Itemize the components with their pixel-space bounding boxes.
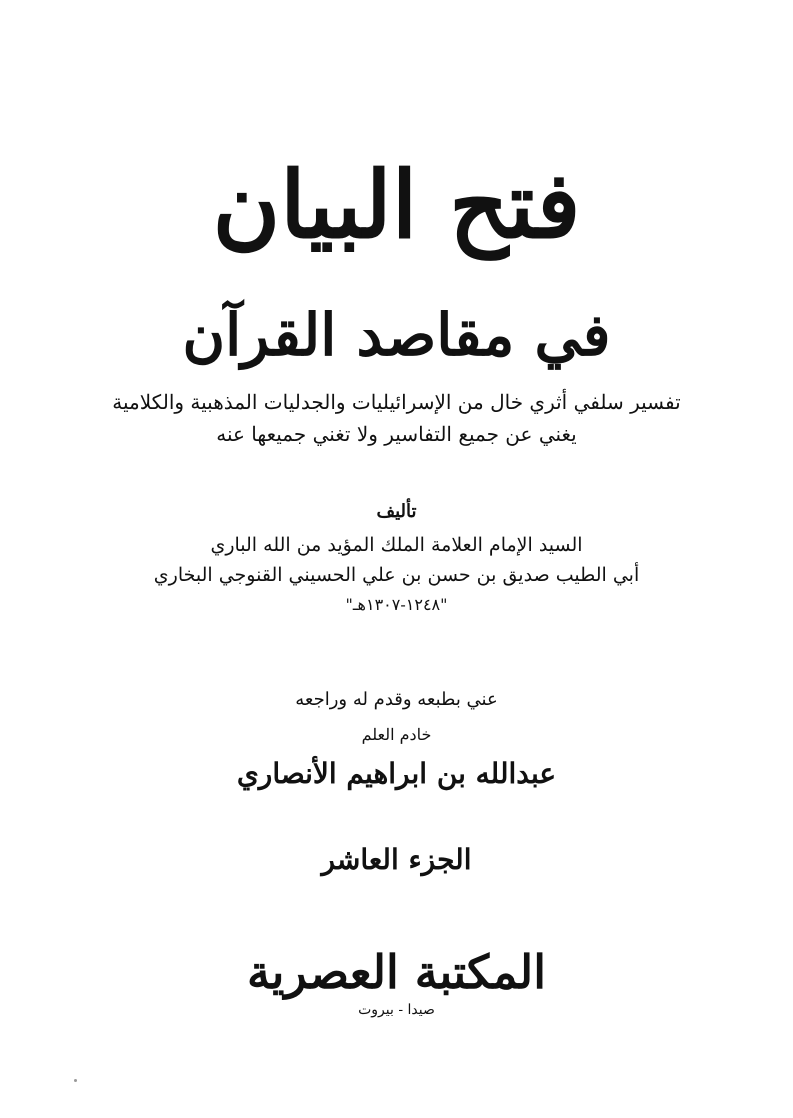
author-dates: "١٢٤٨-١٣٠٧هـ" xyxy=(345,595,448,614)
editor-intro: عني بطبعه وقدم له وراجعه xyxy=(295,689,498,710)
publisher-name: المكتبة العصرية xyxy=(247,945,546,999)
editor-name: عبدالله بن ابراهيم الأنصاري xyxy=(236,757,557,790)
author-line-2: أبي الطيب صديق بن حسن بن علي الحسيني القنوجي البخاري xyxy=(153,564,640,586)
description-line-2: يغني عن جميع التفاسير ولا تغني جميعها عنه xyxy=(216,422,577,446)
author-line-1: السيد الإمام العلامة الملك المؤيد من الله الباري xyxy=(210,534,583,556)
book-title: فتح البيان xyxy=(212,151,581,259)
publisher-city: صيدا - بيروت xyxy=(358,1002,435,1018)
description-line-1: تفسير سلفي أثري خال من الإسرائيليات والجدليات المذهبية والكلامية xyxy=(112,390,681,414)
volume-label: الجزء العاشر xyxy=(321,843,472,876)
scan-speck xyxy=(74,1079,77,1082)
editor-title: خادم العلم xyxy=(361,725,432,744)
book-subtitle: في مقاصد القرآن xyxy=(182,301,611,369)
authorship-label: تأليف xyxy=(376,501,417,522)
